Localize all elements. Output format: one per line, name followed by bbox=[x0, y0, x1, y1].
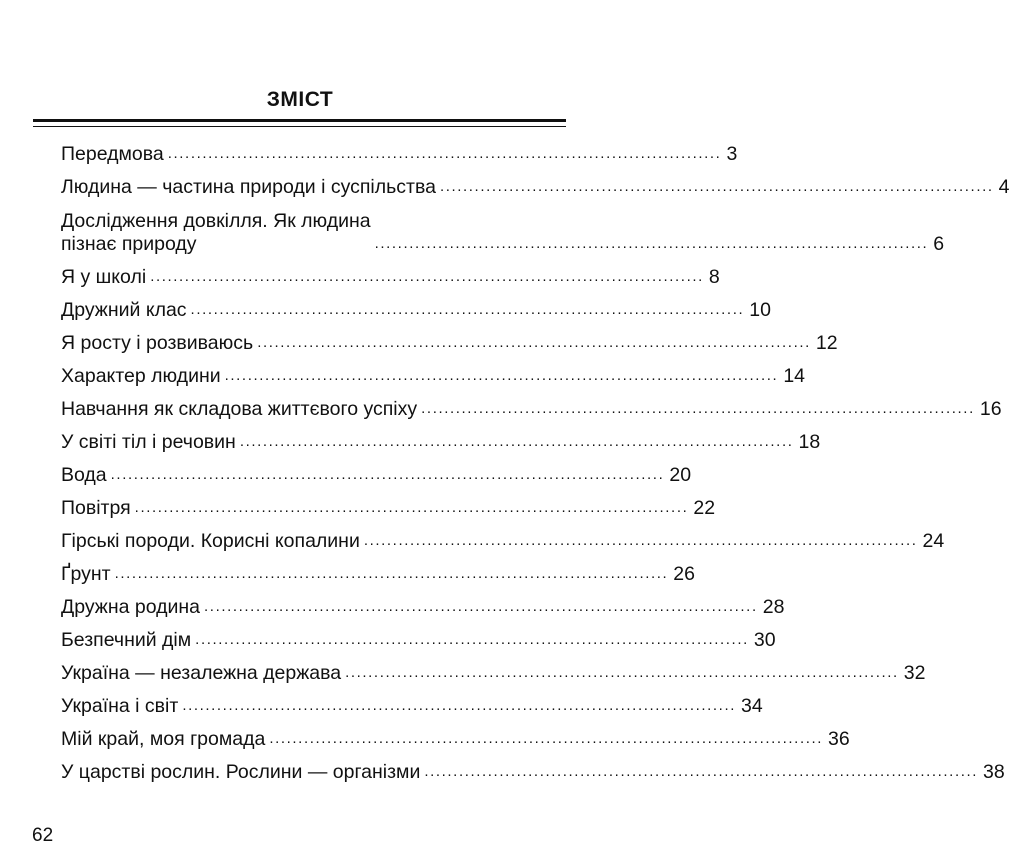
toc-leader-dots: ................................................................................................ bbox=[114, 565, 669, 582]
toc-entry-label: Ґрунт bbox=[61, 563, 111, 585]
toc-entry[interactable] bbox=[61, 629, 776, 651]
toc-entry[interactable] bbox=[61, 662, 926, 684]
toc-entry-page: 12 bbox=[815, 332, 838, 354]
page-title: ЗМІСТ bbox=[266, 88, 334, 111]
toc-entry[interactable] bbox=[61, 143, 738, 165]
toc-entry-label: Характер людини bbox=[61, 365, 221, 387]
toc-entry-page: 14 bbox=[783, 365, 806, 387]
toc-leader-dots: ................................................................................................ bbox=[134, 499, 689, 516]
toc-entry-label: Мій край, моя громада bbox=[61, 728, 266, 750]
toc-entry-page: 16 bbox=[979, 398, 1002, 420]
toc-entry[interactable] bbox=[61, 431, 821, 453]
toc-leader-dots: ................................................................................................ bbox=[224, 367, 779, 384]
toc-entry[interactable] bbox=[61, 365, 806, 387]
toc-entry-page: 10 bbox=[749, 299, 771, 321]
toc-leader-dots: ................................................................................................ bbox=[269, 730, 824, 747]
toc-leader-dots: ................................................................................................ bbox=[195, 631, 749, 648]
toc-leader-dots: ................................................................................................ bbox=[345, 664, 899, 681]
toc-entry-page: 8 bbox=[708, 266, 720, 288]
toc-entry[interactable] bbox=[61, 209, 945, 255]
toc-leader-dots: ................................................................................................ bbox=[363, 532, 918, 549]
toc-entry-page: 32 bbox=[903, 662, 926, 684]
toc-entry-label: Вода bbox=[61, 464, 107, 486]
page-number: 62 bbox=[32, 825, 54, 846]
toc-entry[interactable] bbox=[61, 596, 785, 618]
toc-entry-page: 3 bbox=[726, 143, 738, 165]
toc-entry-page: 6 bbox=[933, 233, 945, 255]
toc-leader-dots: ................................................................................................ bbox=[257, 334, 811, 351]
toc-entry-page: 30 bbox=[753, 629, 776, 651]
toc-leader-dots: ................................................................................................ bbox=[182, 697, 736, 714]
toc-entry-label: Україна — незалежна держава bbox=[61, 662, 342, 684]
toc-entry-page: 24 bbox=[922, 530, 945, 552]
toc-entry-label: пізнає природу bbox=[61, 233, 197, 255]
toc-entry-page: 22 bbox=[693, 497, 716, 519]
toc-leader-dots: ................................................................................................ bbox=[439, 178, 994, 195]
toc-entry-label: Дружна родина bbox=[61, 596, 201, 618]
toc-leader-dots: ................................................................................................ bbox=[190, 301, 745, 318]
toc-entry[interactable] bbox=[61, 299, 771, 321]
table-of-contents bbox=[61, 143, 1010, 794]
toc-entry[interactable] bbox=[61, 728, 850, 750]
toc-leader-dots: ................................................................................................ bbox=[110, 466, 665, 483]
toc-entry-label: Гірські породи. Корисні копалини bbox=[61, 530, 360, 552]
toc-entry-page: 34 bbox=[741, 695, 763, 717]
toc-entry[interactable] bbox=[61, 176, 1010, 198]
toc-leader-dots: ................................................................................................ bbox=[239, 433, 794, 450]
toc-entry[interactable] bbox=[61, 695, 763, 717]
toc-leader-dots: ................................................................................................ bbox=[421, 400, 975, 417]
toc-entry-page: 4 bbox=[998, 176, 1010, 198]
toc-entry[interactable] bbox=[61, 464, 692, 486]
toc-entry-label: Передмова bbox=[61, 143, 164, 165]
toc-entry[interactable] bbox=[61, 563, 695, 585]
toc-entry-page: 36 bbox=[828, 728, 850, 750]
toc-entry-label: Дружний клас bbox=[61, 299, 187, 321]
toc-entry-label: Навчання як складова життєвого успіху bbox=[61, 398, 418, 420]
title-rule-thick bbox=[33, 119, 566, 122]
toc-entry[interactable] bbox=[61, 266, 720, 288]
toc-leader-dots: ................................................................................................ bbox=[204, 598, 758, 615]
toc-entry-label: У світі тіл і речовин bbox=[61, 431, 236, 453]
toc-entry-label: Людина — частина природи і суспільства bbox=[61, 176, 436, 198]
toc-leader-dots: ................................................................................................ bbox=[150, 268, 704, 285]
toc-entry-label-line1: Дослідження довкілля. Як людина bbox=[61, 210, 371, 232]
toc-leader-dots: ................................................................................................ bbox=[374, 235, 929, 252]
toc-entry-page: 28 bbox=[762, 596, 785, 618]
toc-entry[interactable] bbox=[61, 530, 945, 552]
title-rule-thin bbox=[33, 126, 566, 127]
toc-entry-label: Безпечний дім bbox=[61, 629, 192, 651]
toc-entry[interactable] bbox=[61, 761, 1005, 783]
toc-entry-page: 20 bbox=[669, 464, 692, 486]
toc-entry[interactable] bbox=[61, 332, 838, 354]
toc-entry[interactable] bbox=[61, 398, 1002, 420]
toc-entry-label: Я у школі bbox=[61, 266, 147, 288]
toc-leader-dots: ................................................................................................ bbox=[424, 763, 979, 780]
toc-entry-label: Я росту і розвиваюсь bbox=[61, 332, 254, 354]
toc-entry-page: 26 bbox=[673, 563, 695, 585]
toc-entry-label: Україна і світ bbox=[61, 695, 179, 717]
toc-entry-page: 38 bbox=[983, 761, 1005, 783]
toc-leader-dots: ................................................................................................ bbox=[167, 145, 722, 162]
toc-entry-page: 18 bbox=[798, 431, 821, 453]
toc-entry[interactable] bbox=[61, 497, 716, 519]
toc-entry-label: У царстві рослин. Рослини — організми bbox=[61, 761, 421, 783]
toc-entry-label: Повітря bbox=[61, 497, 131, 519]
